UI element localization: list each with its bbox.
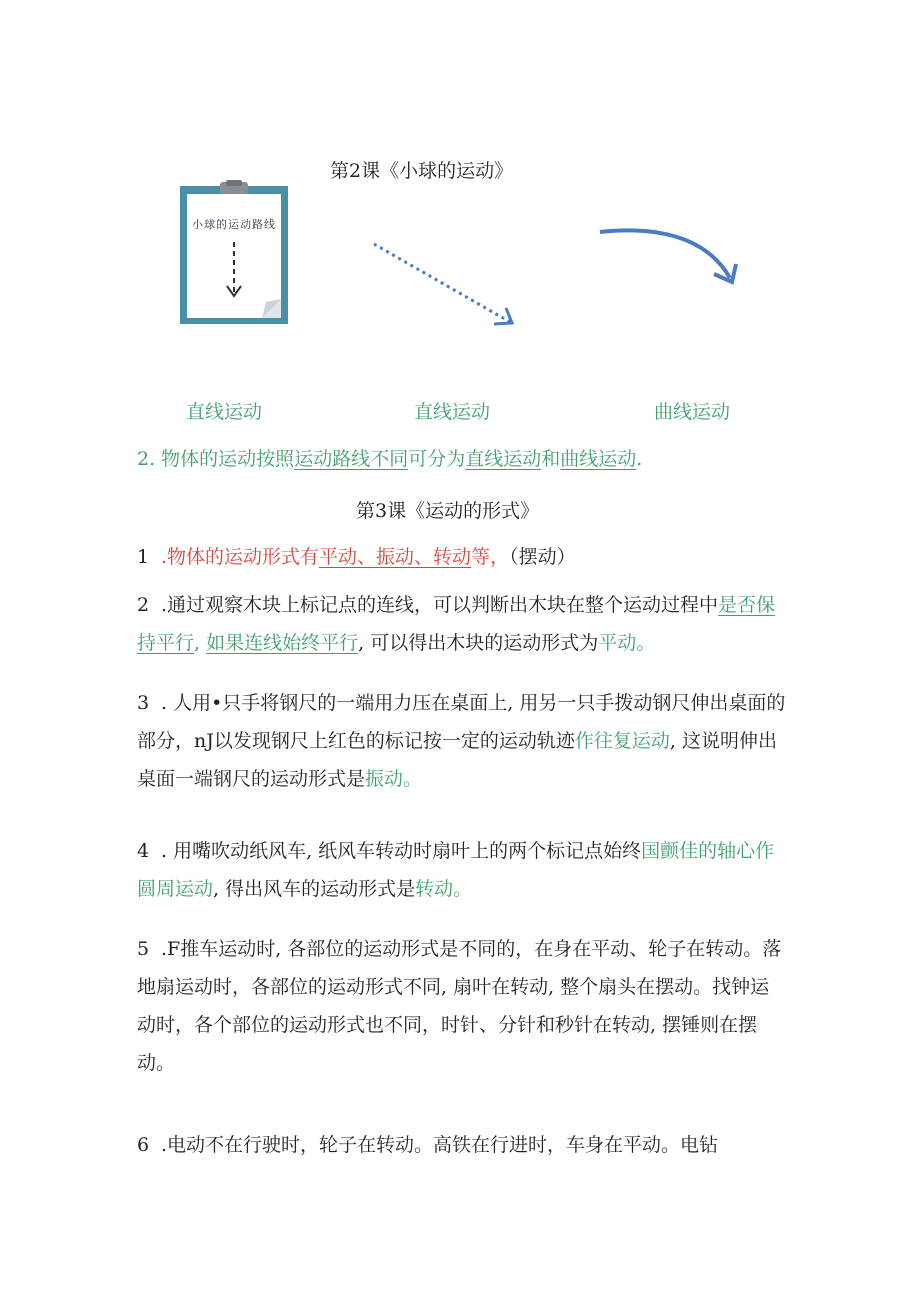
- lesson2-title: 第2课《小球的运动》: [330, 160, 514, 182]
- keyword-parallel: 是否保持平行: [137, 594, 776, 654]
- caption-curve: 曲线运动: [654, 401, 731, 423]
- point-number: 2.: [137, 448, 162, 470]
- lesson3-item-3: 3 . 人用•只手将钢尺的一端用力压在桌面上, 用另一只手拨动钢尺伸出桌面的部分，nJ以发现钢尺上红色的标记按一定的运动轨迹作往复运动, 这说明伸出桌面一端钢尺的运动形式是振动。: [137, 692, 786, 790]
- lesson3-item-4: 4 . 用嘴吹动纸风车, 纸风车转动时扇叶上的两个标记点始终国颤佳的轴心作圆周运动, 得出风车的运动形式是转动。: [137, 840, 775, 900]
- clipboard-illustration: [176, 180, 292, 328]
- lesson2-point-2: 2. 物体的运动按照运动路线不同可分为直线运动和曲线运动.: [137, 448, 643, 470]
- lesson3-item-5: 5 .F推车运动时, 各部位的运动形式是不同的，在身在平动、轮子在转动。落地扇运动时，各部位的运动形式不同, 扇叶在转动, 整个扇头在摆动。找钟运动时，各个部位的运动形式也不同，时针、分针和秒针在转动, 摆锤则在摆动。: [137, 938, 782, 1074]
- straight-arrow-illustration: [370, 238, 520, 330]
- keyword-always-parallel: 如果连线始终平行: [206, 632, 359, 654]
- keyword-curve: 曲线运动: [560, 448, 637, 470]
- curved-arrow-icon: [596, 222, 742, 292]
- curved-arrow-illustration: [596, 222, 742, 292]
- caption-straight-2: 直线运动: [414, 401, 491, 423]
- clipboard-label: 小球的运动路线: [192, 218, 276, 231]
- keyword-route: 运动路线不同: [294, 448, 409, 470]
- lesson3-item-2: 2 .通过观察木块上标记点的连线，可以判断出木块在整个运动过程中是否保持平行, 如果连线始终平行, 可以得出木块的运动形式为平动。: [137, 594, 776, 654]
- keyword-motion-forms: 平动、振动、转动: [319, 546, 472, 568]
- lesson3-item-6: 6 .电动不在行驶时，轮子在转动。高铁在行进时，车身在平动。电钻: [137, 1134, 719, 1156]
- dotted-arrow-icon: [370, 238, 520, 330]
- caption-straight-1: 直线运动: [186, 401, 263, 423]
- clipboard-icon: [176, 180, 292, 328]
- keyword-straight: 直线运动: [465, 448, 542, 470]
- lesson3-title: 第3课《运动的形式》: [356, 500, 540, 522]
- lesson3-item-1: 1 .物体的运动形式有平动、振动、转动等，（摆动）: [137, 546, 576, 568]
